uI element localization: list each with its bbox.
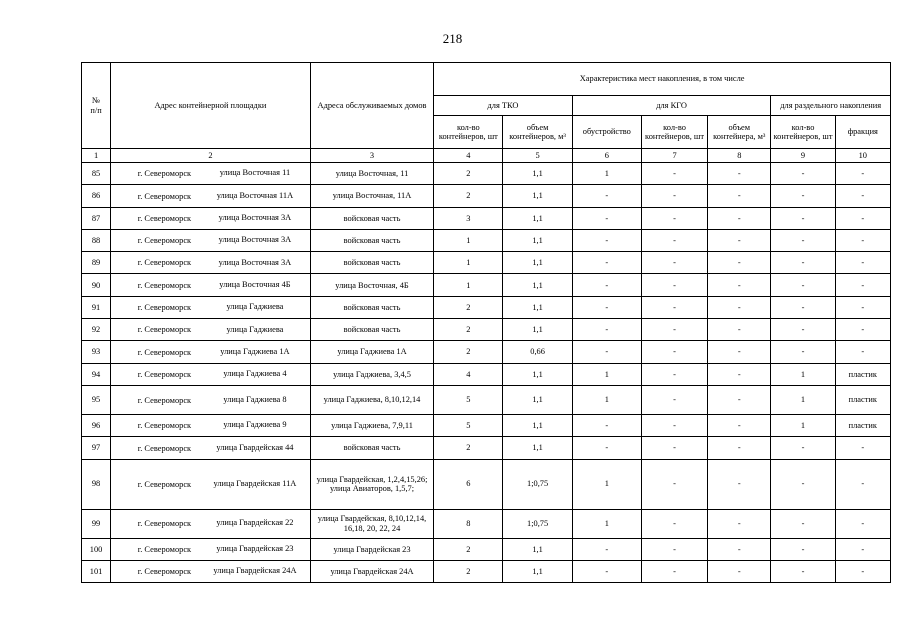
site-address <box>111 207 311 229</box>
site-street: улица Гвардейская 22 <box>216 518 294 528</box>
tko-count: 1 <box>434 274 503 296</box>
site-address <box>111 363 311 385</box>
table-row <box>82 207 891 229</box>
separate-count: - <box>771 296 835 318</box>
kgo-volume: - <box>708 341 771 363</box>
separate-fraction: - <box>835 341 890 363</box>
kgo-count: - <box>641 341 707 363</box>
kgo-count: - <box>641 252 707 274</box>
separate-count: - <box>771 509 835 538</box>
kgo-volume: - <box>708 185 771 207</box>
site-street: улица Восточная 3А <box>218 257 292 267</box>
site-city: г. Североморск <box>137 369 192 379</box>
site-city: г. Североморск <box>137 258 192 268</box>
site-address <box>111 509 311 538</box>
kgo-equipment: 1 <box>572 509 641 538</box>
tko-volume: 1,1 <box>503 252 572 274</box>
separate-count: 1 <box>771 385 835 414</box>
kgo-equipment: - <box>572 274 641 296</box>
separate-count: - <box>771 185 835 207</box>
column-number: 8 <box>708 149 771 163</box>
served-houses: улица Гаджиева, 3,4,5 <box>310 363 433 385</box>
row-number: 95 <box>82 385 111 414</box>
header-sep-count: кол-во контейнеров, шт <box>771 116 835 149</box>
separate-count: - <box>771 229 835 251</box>
separate-fraction: - <box>835 185 890 207</box>
kgo-count: - <box>641 207 707 229</box>
separate-fraction: - <box>835 252 890 274</box>
served-houses: улица Восточная, 4Б <box>310 274 433 296</box>
site-street: улица Гаджиева <box>226 324 284 334</box>
header-houses: Адреса обслуживаемых домов <box>310 63 433 149</box>
site-street: улица Гвардейская 24А <box>213 566 297 576</box>
kgo-volume: - <box>708 163 771 185</box>
kgo-volume: - <box>708 414 771 436</box>
table-row <box>82 414 891 436</box>
header-separate: для раздельного накопления <box>771 96 891 116</box>
kgo-volume: - <box>708 207 771 229</box>
site-address <box>111 385 311 414</box>
tko-count: 2 <box>434 560 503 582</box>
separate-fraction: - <box>835 207 890 229</box>
table-row <box>82 274 891 296</box>
kgo-count: - <box>641 459 707 509</box>
kgo-count: - <box>641 319 707 341</box>
header-characteristics: Характеристика мест накопления, в том числе <box>434 63 891 96</box>
column-number: 5 <box>503 149 572 163</box>
kgo-equipment: - <box>572 252 641 274</box>
column-numbers-row <box>82 149 891 163</box>
kgo-equipment: - <box>572 229 641 251</box>
header-tko: для ТКО <box>434 96 572 116</box>
table-row <box>82 341 891 363</box>
separate-count: - <box>771 252 835 274</box>
table-row <box>82 163 891 185</box>
kgo-count: - <box>641 296 707 318</box>
row-number: 85 <box>82 163 111 185</box>
kgo-count: - <box>641 538 707 560</box>
row-number: 100 <box>82 538 111 560</box>
tko-volume: 1,1 <box>503 319 572 341</box>
tko-count: 2 <box>434 538 503 560</box>
site-address <box>111 163 311 185</box>
site-address <box>111 560 311 582</box>
site-city: г. Североморск <box>137 443 192 453</box>
tko-volume: 0,66 <box>503 341 572 363</box>
table-row <box>82 437 891 459</box>
served-houses: войсковая часть <box>310 319 433 341</box>
kgo-volume: - <box>708 363 771 385</box>
separate-count: - <box>771 560 835 582</box>
served-houses: войсковая часть <box>310 207 433 229</box>
separate-count: 1 <box>771 363 835 385</box>
separate-fraction: - <box>835 274 890 296</box>
tko-count: 8 <box>434 509 503 538</box>
kgo-equipment: - <box>572 560 641 582</box>
header-tko-volume: объем контейнеров, м³ <box>503 116 572 149</box>
tko-count: 2 <box>434 341 503 363</box>
served-houses: улица Гаджиева 1А <box>310 341 433 363</box>
site-address <box>111 319 311 341</box>
kgo-volume: - <box>708 437 771 459</box>
site-city: г. Североморск <box>137 280 192 290</box>
site-street: улица Гаджиева 8 <box>223 394 287 404</box>
table-row <box>82 509 891 538</box>
row-number: 98 <box>82 459 111 509</box>
site-address <box>111 185 311 207</box>
site-street: улица Гаджиева 4 <box>223 369 287 379</box>
kgo-volume: - <box>708 560 771 582</box>
site-city: г. Североморск <box>137 519 192 529</box>
served-houses: улица Гаджиева, 7,9,11 <box>310 414 433 436</box>
table-row <box>82 560 891 582</box>
site-city: г. Североморск <box>137 567 192 577</box>
header-num: № п/п <box>82 63 111 149</box>
site-street: улица Восточная 3А <box>218 235 292 245</box>
site-city: г. Североморск <box>137 191 192 201</box>
site-city: г. Североморск <box>137 479 192 489</box>
column-number: 1 <box>82 149 111 163</box>
kgo-equipment: - <box>572 437 641 459</box>
site-address <box>111 538 311 560</box>
tko-count: 2 <box>434 319 503 341</box>
table-header <box>82 63 891 163</box>
served-houses: улица Гаджиева, 8,10,12,14 <box>310 385 433 414</box>
site-city: г. Североморск <box>137 421 192 431</box>
row-number: 96 <box>82 414 111 436</box>
site-street: улица Восточная 3А <box>218 213 292 223</box>
site-address <box>111 459 311 509</box>
table-row <box>82 296 891 318</box>
table-row <box>82 459 891 509</box>
kgo-equipment: 1 <box>572 459 641 509</box>
separate-fraction: пластик <box>835 385 890 414</box>
site-address <box>111 296 311 318</box>
site-street: улица Гаджиева 1А <box>220 346 290 356</box>
row-number: 89 <box>82 252 111 274</box>
column-number: 2 <box>111 149 311 163</box>
row-number: 92 <box>82 319 111 341</box>
site-street: улица Восточная 11А <box>216 190 294 200</box>
tko-volume: 1;0,75 <box>503 509 572 538</box>
header-site-address: Адрес контейнерной площадки <box>111 63 311 149</box>
tko-count: 5 <box>434 414 503 436</box>
kgo-count: - <box>641 163 707 185</box>
separate-fraction: пластик <box>835 363 890 385</box>
header-sep-fraction: фракция <box>835 116 890 149</box>
tko-volume: 1,1 <box>503 274 572 296</box>
kgo-volume: - <box>708 319 771 341</box>
served-houses: улица Гвардейская, 8,10,12,14, 16,18, 20, 22, 24 <box>310 509 433 538</box>
tko-volume: 1,1 <box>503 560 572 582</box>
separate-fraction: - <box>835 459 890 509</box>
separate-fraction: - <box>835 437 890 459</box>
separate-fraction: - <box>835 509 890 538</box>
site-address <box>111 437 311 459</box>
kgo-count: - <box>641 414 707 436</box>
kgo-equipment: - <box>572 207 641 229</box>
kgo-count: - <box>641 560 707 582</box>
kgo-equipment: - <box>572 319 641 341</box>
site-street: улица Гаджиева <box>226 302 284 312</box>
kgo-volume: - <box>708 459 771 509</box>
kgo-count: - <box>641 274 707 296</box>
row-number: 90 <box>82 274 111 296</box>
served-houses: улица Гвардейская 23 <box>310 538 433 560</box>
served-houses: войсковая часть <box>310 252 433 274</box>
site-address <box>111 229 311 251</box>
row-number: 94 <box>82 363 111 385</box>
kgo-equipment: - <box>572 296 641 318</box>
kgo-equipment: 1 <box>572 385 641 414</box>
tko-volume: 1,1 <box>503 229 572 251</box>
row-number: 86 <box>82 185 111 207</box>
tko-volume: 1,1 <box>503 414 572 436</box>
tko-count: 2 <box>434 185 503 207</box>
separate-count: - <box>771 341 835 363</box>
kgo-volume: - <box>708 274 771 296</box>
row-number: 101 <box>82 560 111 582</box>
header-kgo-equipment: обустройство <box>572 116 641 149</box>
tko-volume: 1,1 <box>503 437 572 459</box>
separate-count: - <box>771 459 835 509</box>
table-row <box>82 538 891 560</box>
separate-count: - <box>771 207 835 229</box>
header-kgo-volume: объем контейнера, м³ <box>708 116 771 149</box>
tko-volume: 1,1 <box>503 385 572 414</box>
table-row <box>82 185 891 207</box>
kgo-equipment: - <box>572 414 641 436</box>
column-number: 10 <box>835 149 890 163</box>
tko-count: 2 <box>434 163 503 185</box>
kgo-count: - <box>641 363 707 385</box>
tko-count: 2 <box>434 296 503 318</box>
table-body <box>82 163 891 583</box>
row-number: 97 <box>82 437 111 459</box>
kgo-volume: - <box>708 252 771 274</box>
header-kgo: для КГО <box>572 96 771 116</box>
kgo-count: - <box>641 385 707 414</box>
page-number: 218 <box>442 31 463 46</box>
tko-volume: 1;0,75 <box>503 459 572 509</box>
site-address <box>111 252 311 274</box>
table-row <box>82 252 891 274</box>
table-row <box>82 229 891 251</box>
kgo-volume: - <box>708 385 771 414</box>
kgo-volume: - <box>708 509 771 538</box>
site-city: г. Североморск <box>137 236 192 246</box>
row-number: 88 <box>82 229 111 251</box>
table-row <box>82 319 891 341</box>
separate-fraction: - <box>835 560 890 582</box>
separate-fraction: пластик <box>835 414 890 436</box>
separate-count: 1 <box>771 414 835 436</box>
tko-count: 3 <box>434 207 503 229</box>
kgo-equipment: - <box>572 341 641 363</box>
tko-volume: 1,1 <box>503 363 572 385</box>
kgo-equipment: - <box>572 538 641 560</box>
site-address <box>111 274 311 296</box>
site-street: улица Восточная 4Б <box>219 279 291 289</box>
site-street: улица Гвардейская 23 <box>216 544 294 554</box>
site-address <box>111 414 311 436</box>
site-street: улица Восточная 11 <box>219 168 291 178</box>
row-number: 91 <box>82 296 111 318</box>
table-row <box>82 363 891 385</box>
column-number: 3 <box>310 149 433 163</box>
tko-count: 2 <box>434 437 503 459</box>
site-city: г. Североморск <box>137 395 192 405</box>
kgo-volume: - <box>708 229 771 251</box>
kgo-equipment: - <box>572 185 641 207</box>
tko-count: 6 <box>434 459 503 509</box>
kgo-equipment: 1 <box>572 163 641 185</box>
container-sites-table <box>81 62 891 583</box>
separate-count: - <box>771 319 835 341</box>
site-city: г. Североморск <box>137 544 192 554</box>
tko-count: 1 <box>434 252 503 274</box>
served-houses: улица Гвардейская, 1,2,4,15,26; улица Авиаторов, 1,5,7; <box>310 459 433 509</box>
column-number: 7 <box>641 149 707 163</box>
served-houses: войсковая часть <box>310 229 433 251</box>
column-number: 4 <box>434 149 503 163</box>
tko-count: 1 <box>434 229 503 251</box>
site-address <box>111 341 311 363</box>
kgo-equipment: 1 <box>572 363 641 385</box>
site-city: г. Североморск <box>137 303 192 313</box>
kgo-count: - <box>641 229 707 251</box>
served-houses: улица Гвардейская 24А <box>310 560 433 582</box>
site-city: г. Североморск <box>137 325 192 335</box>
separate-count: - <box>771 274 835 296</box>
tko-count: 4 <box>434 363 503 385</box>
separate-fraction: - <box>835 538 890 560</box>
site-street: улица Гвардейская 44 <box>216 442 294 452</box>
header-kgo-count: кол-во контейнеров, шт <box>641 116 707 149</box>
row-number: 93 <box>82 341 111 363</box>
separate-fraction: - <box>835 296 890 318</box>
tko-volume: 1,1 <box>503 163 572 185</box>
kgo-count: - <box>641 509 707 538</box>
tko-volume: 1,1 <box>503 185 572 207</box>
kgo-volume: - <box>708 538 771 560</box>
served-houses: улица Восточная, 11 <box>310 163 433 185</box>
header-tko-count: кол-во контейнеров, шт <box>434 116 503 149</box>
served-houses: войсковая часть <box>310 437 433 459</box>
served-houses: улица Восточная, 11А <box>310 185 433 207</box>
separate-count: - <box>771 538 835 560</box>
kgo-count: - <box>641 185 707 207</box>
tko-volume: 1,1 <box>503 538 572 560</box>
row-number: 99 <box>82 509 111 538</box>
tko-volume: 1,1 <box>503 296 572 318</box>
separate-count: - <box>771 163 835 185</box>
table-row <box>82 385 891 414</box>
separate-fraction: - <box>835 229 890 251</box>
separate-count: - <box>771 437 835 459</box>
kgo-volume: - <box>708 296 771 318</box>
site-city: г. Североморск <box>137 169 192 179</box>
row-number: 87 <box>82 207 111 229</box>
site-city: г. Североморск <box>137 347 192 357</box>
column-number: 6 <box>572 149 641 163</box>
site-street: улица Гвардейская 11А <box>213 478 297 488</box>
separate-fraction: - <box>835 163 890 185</box>
kgo-count: - <box>641 437 707 459</box>
column-number: 9 <box>771 149 835 163</box>
site-street: улица Гаджиева 9 <box>223 420 287 430</box>
separate-fraction: - <box>835 319 890 341</box>
site-city: г. Североморск <box>137 213 192 223</box>
served-houses: войсковая часть <box>310 296 433 318</box>
tko-volume: 1,1 <box>503 207 572 229</box>
tko-count: 5 <box>434 385 503 414</box>
